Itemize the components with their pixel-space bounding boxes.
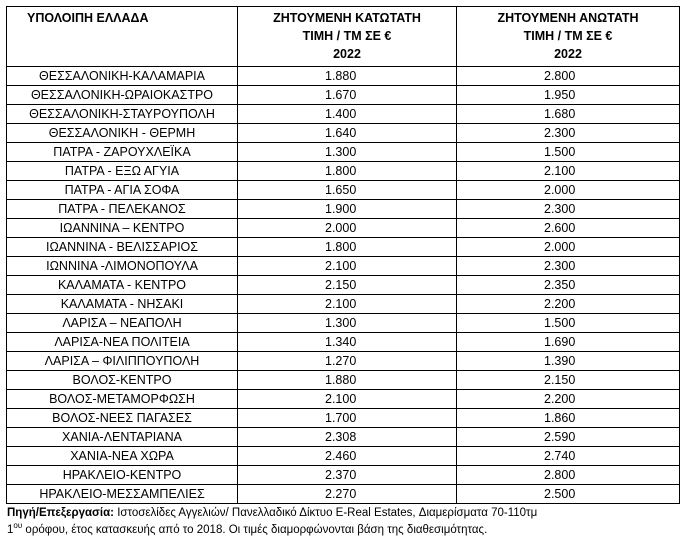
min-price-cell: 1.340 bbox=[238, 333, 457, 352]
max-price-cell: 2.800 bbox=[457, 67, 680, 86]
min-price-cell: 2.100 bbox=[238, 257, 457, 276]
max-price-cell: 1.690 bbox=[457, 333, 680, 352]
area-cell: ΒΟΛΟΣ-ΚΕΝΤΡΟ bbox=[7, 371, 238, 390]
min-price-header-line1: ΖΗΤΟΥΜΕΝΗ ΚΑΤΩΤΑΤΗ bbox=[273, 11, 421, 25]
area-cell: ΧΑΝΙΑ-ΝΕΑ ΧΩΡΑ bbox=[7, 447, 238, 466]
table-row bbox=[7, 352, 680, 371]
table-row bbox=[7, 105, 680, 124]
min-price-cell: 1.650 bbox=[238, 181, 457, 200]
max-price-cell: 2.100 bbox=[457, 162, 680, 181]
max-price-header-line2: ΤΙΜΗ / ΤΜ ΣΕ € bbox=[523, 29, 613, 43]
max-price-cell: 1.390 bbox=[457, 352, 680, 371]
table-row bbox=[7, 333, 680, 352]
area-cell: ΛΑΡΙΣΑ-ΝΕΑ ΠΟΛΙΤΕΙΑ bbox=[7, 333, 238, 352]
table-row bbox=[7, 314, 680, 333]
area-cell: ΚΑΛΑΜΑΤΑ - ΝΗΣΑΚΙ bbox=[7, 295, 238, 314]
area-cell: ΠΑΤΡΑ - ΖΑΡΟΥΧΛΕΪΚΑ bbox=[7, 143, 238, 162]
table-row bbox=[7, 143, 680, 162]
min-price-cell: 1.800 bbox=[238, 162, 457, 181]
min-price-cell: 1.800 bbox=[238, 238, 457, 257]
max-price-cell: 2.350 bbox=[457, 276, 680, 295]
max-price-cell: 2.000 bbox=[457, 181, 680, 200]
min-price-header-line2: ΤΙΜΗ / ΤΜ ΣΕ € bbox=[302, 29, 392, 43]
source-floor-num: 1 bbox=[7, 524, 14, 536]
max-price-cell: 2.300 bbox=[457, 124, 680, 143]
table-row bbox=[7, 390, 680, 409]
area-cell: ΙΩΝΝΙΝΑ -ΛΙΜΟΝΟΠΟΥΛΑ bbox=[7, 257, 238, 276]
min-price-cell: 2.100 bbox=[238, 295, 457, 314]
area-cell: ΘΕΣΣΑΛΟΝΙΚΗ - ΘΕΡΜΗ bbox=[7, 124, 238, 143]
area-cell: ΧΑΝΙΑ-ΛΕΝΤΑΡΙΑΝΑ bbox=[7, 428, 238, 447]
table-row bbox=[7, 257, 680, 276]
min-price-cell: 2.100 bbox=[238, 390, 457, 409]
max-price-cell: 2.500 bbox=[457, 485, 680, 504]
max-price-cell: 1.680 bbox=[457, 105, 680, 124]
min-price-cell: 1.900 bbox=[238, 200, 457, 219]
min-price-cell: 1.300 bbox=[238, 314, 457, 333]
max-price-header bbox=[457, 7, 680, 67]
table-row bbox=[7, 466, 680, 485]
min-price-cell: 1.270 bbox=[238, 352, 457, 371]
max-price-cell: 2.150 bbox=[457, 371, 680, 390]
min-price-cell: 1.880 bbox=[238, 67, 457, 86]
min-price-cell: 2.270 bbox=[238, 485, 457, 504]
min-price-header bbox=[238, 7, 457, 67]
table-row bbox=[7, 124, 680, 143]
area-cell: ΒΟΛΟΣ-ΜΕΤΑΜΟΡΦΩΣΗ bbox=[7, 390, 238, 409]
table-row bbox=[7, 428, 680, 447]
max-price-cell: 2.200 bbox=[457, 295, 680, 314]
table-row bbox=[7, 219, 680, 238]
max-price-cell: 2.590 bbox=[457, 428, 680, 447]
table-row bbox=[7, 238, 680, 257]
max-price-header-year: 2022 bbox=[554, 47, 582, 61]
max-price-cell: 2.200 bbox=[457, 390, 680, 409]
source-text-a: Ιστοσελίδες Αγγελιών/ Πανελλαδικό Δίκτυο E-Real Estates, Διαμερίσματα 70-110τμ bbox=[114, 507, 538, 519]
max-price-cell: 2.300 bbox=[457, 257, 680, 276]
table-row bbox=[7, 86, 680, 105]
table-row bbox=[7, 181, 680, 200]
source-note bbox=[7, 505, 683, 539]
area-cell: ΙΩΑΝΝΙΝΑ - ΒΕΛΙΣΣΑΡΙΟΣ bbox=[7, 238, 238, 257]
source-label: Πηγή/Επεξεργασία: bbox=[7, 507, 114, 519]
area-cell: ΘΕΣΣΑΛΟΝΙΚΗ-ΚΑΛΑΜΑΡΙΑ bbox=[7, 67, 238, 86]
table-row bbox=[7, 295, 680, 314]
table-row bbox=[7, 162, 680, 181]
source-floor-sup: ου bbox=[13, 521, 23, 531]
table-row bbox=[7, 409, 680, 428]
max-price-cell: 2.600 bbox=[457, 219, 680, 238]
table-row bbox=[7, 67, 680, 86]
area-cell: ΘΕΣΣΑΛΟΝΙΚΗ-ΣΤΑΥΡΟΥΠΟΛΗ bbox=[7, 105, 238, 124]
min-price-cell: 1.670 bbox=[238, 86, 457, 105]
area-cell: ΛΑΡΙΣΑ – ΦΙΛΙΠΠΟΥΠΟΛΗ bbox=[7, 352, 238, 371]
max-price-cell: 2.740 bbox=[457, 447, 680, 466]
max-price-header-line1: ΖΗΤΟΥΜΕΝΗ ΑΝΩΤΑΤΗ bbox=[497, 11, 639, 25]
area-cell: ΠΑΤΡΑ - ΠΕΛΕΚΑΝΟΣ bbox=[7, 200, 238, 219]
table-body bbox=[7, 67, 680, 504]
min-price-cell: 1.300 bbox=[238, 143, 457, 162]
min-price-cell: 1.700 bbox=[238, 409, 457, 428]
table-header-row bbox=[7, 7, 680, 67]
max-price-cell: 1.950 bbox=[457, 86, 680, 105]
min-price-cell: 1.640 bbox=[238, 124, 457, 143]
min-price-header-year: 2022 bbox=[333, 47, 361, 61]
max-price-cell: 1.500 bbox=[457, 143, 680, 162]
area-cell: ΠΑΤΡΑ - ΕΞΩ ΑΓΥΙΑ bbox=[7, 162, 238, 181]
max-price-cell: 1.860 bbox=[457, 409, 680, 428]
min-price-cell: 2.370 bbox=[238, 466, 457, 485]
area-cell: ΗΡΑΚΛΕΙΟ-ΜΕΣΣΑΜΠΕΛΙΕΣ bbox=[7, 485, 238, 504]
table-row bbox=[7, 371, 680, 390]
max-price-cell: 2.800 bbox=[457, 466, 680, 485]
table-row bbox=[7, 447, 680, 466]
area-cell: ΛΑΡΙΣΑ – ΝΕΑΠΟΛΗ bbox=[7, 314, 238, 333]
max-price-cell: 2.000 bbox=[457, 238, 680, 257]
min-price-cell: 2.000 bbox=[238, 219, 457, 238]
table-row bbox=[7, 276, 680, 295]
max-price-cell: 1.500 bbox=[457, 314, 680, 333]
price-table bbox=[6, 6, 680, 504]
area-cell: ΘΕΣΣΑΛΟΝΙΚΗ-ΩΡΑΙΟΚΑΣΤΡΟ bbox=[7, 86, 238, 105]
min-price-cell: 1.880 bbox=[238, 371, 457, 390]
table-row bbox=[7, 485, 680, 504]
region-header: ΥΠΟΛΟΙΠΗ ΕΛΛΑΔΑ bbox=[7, 7, 238, 67]
min-price-cell: 2.460 bbox=[238, 447, 457, 466]
area-cell: ΚΑΛΑΜΑΤΑ - ΚΕΝΤΡΟ bbox=[7, 276, 238, 295]
table-row bbox=[7, 200, 680, 219]
min-price-cell: 2.150 bbox=[238, 276, 457, 295]
max-price-cell: 2.300 bbox=[457, 200, 680, 219]
area-cell: ΠΑΤΡΑ - ΑΓΙΑ ΣΟΦΑ bbox=[7, 181, 238, 200]
area-cell: ΒΟΛΟΣ-ΝΕΕΣ ΠΑΓΑΣΕΣ bbox=[7, 409, 238, 428]
source-text-b: ορόφου, έτος κατασκευής από το 2018. Οι τιμές διαμορφώνονται βάση της διαθεσιμότητας. bbox=[22, 524, 488, 536]
min-price-cell: 1.400 bbox=[238, 105, 457, 124]
area-cell: ΙΩΑΝΝΙΝΑ – ΚΕΝΤΡΟ bbox=[7, 219, 238, 238]
area-cell: ΗΡΑΚΛΕΙΟ-ΚΕΝΤΡΟ bbox=[7, 466, 238, 485]
min-price-cell: 2.308 bbox=[238, 428, 457, 447]
